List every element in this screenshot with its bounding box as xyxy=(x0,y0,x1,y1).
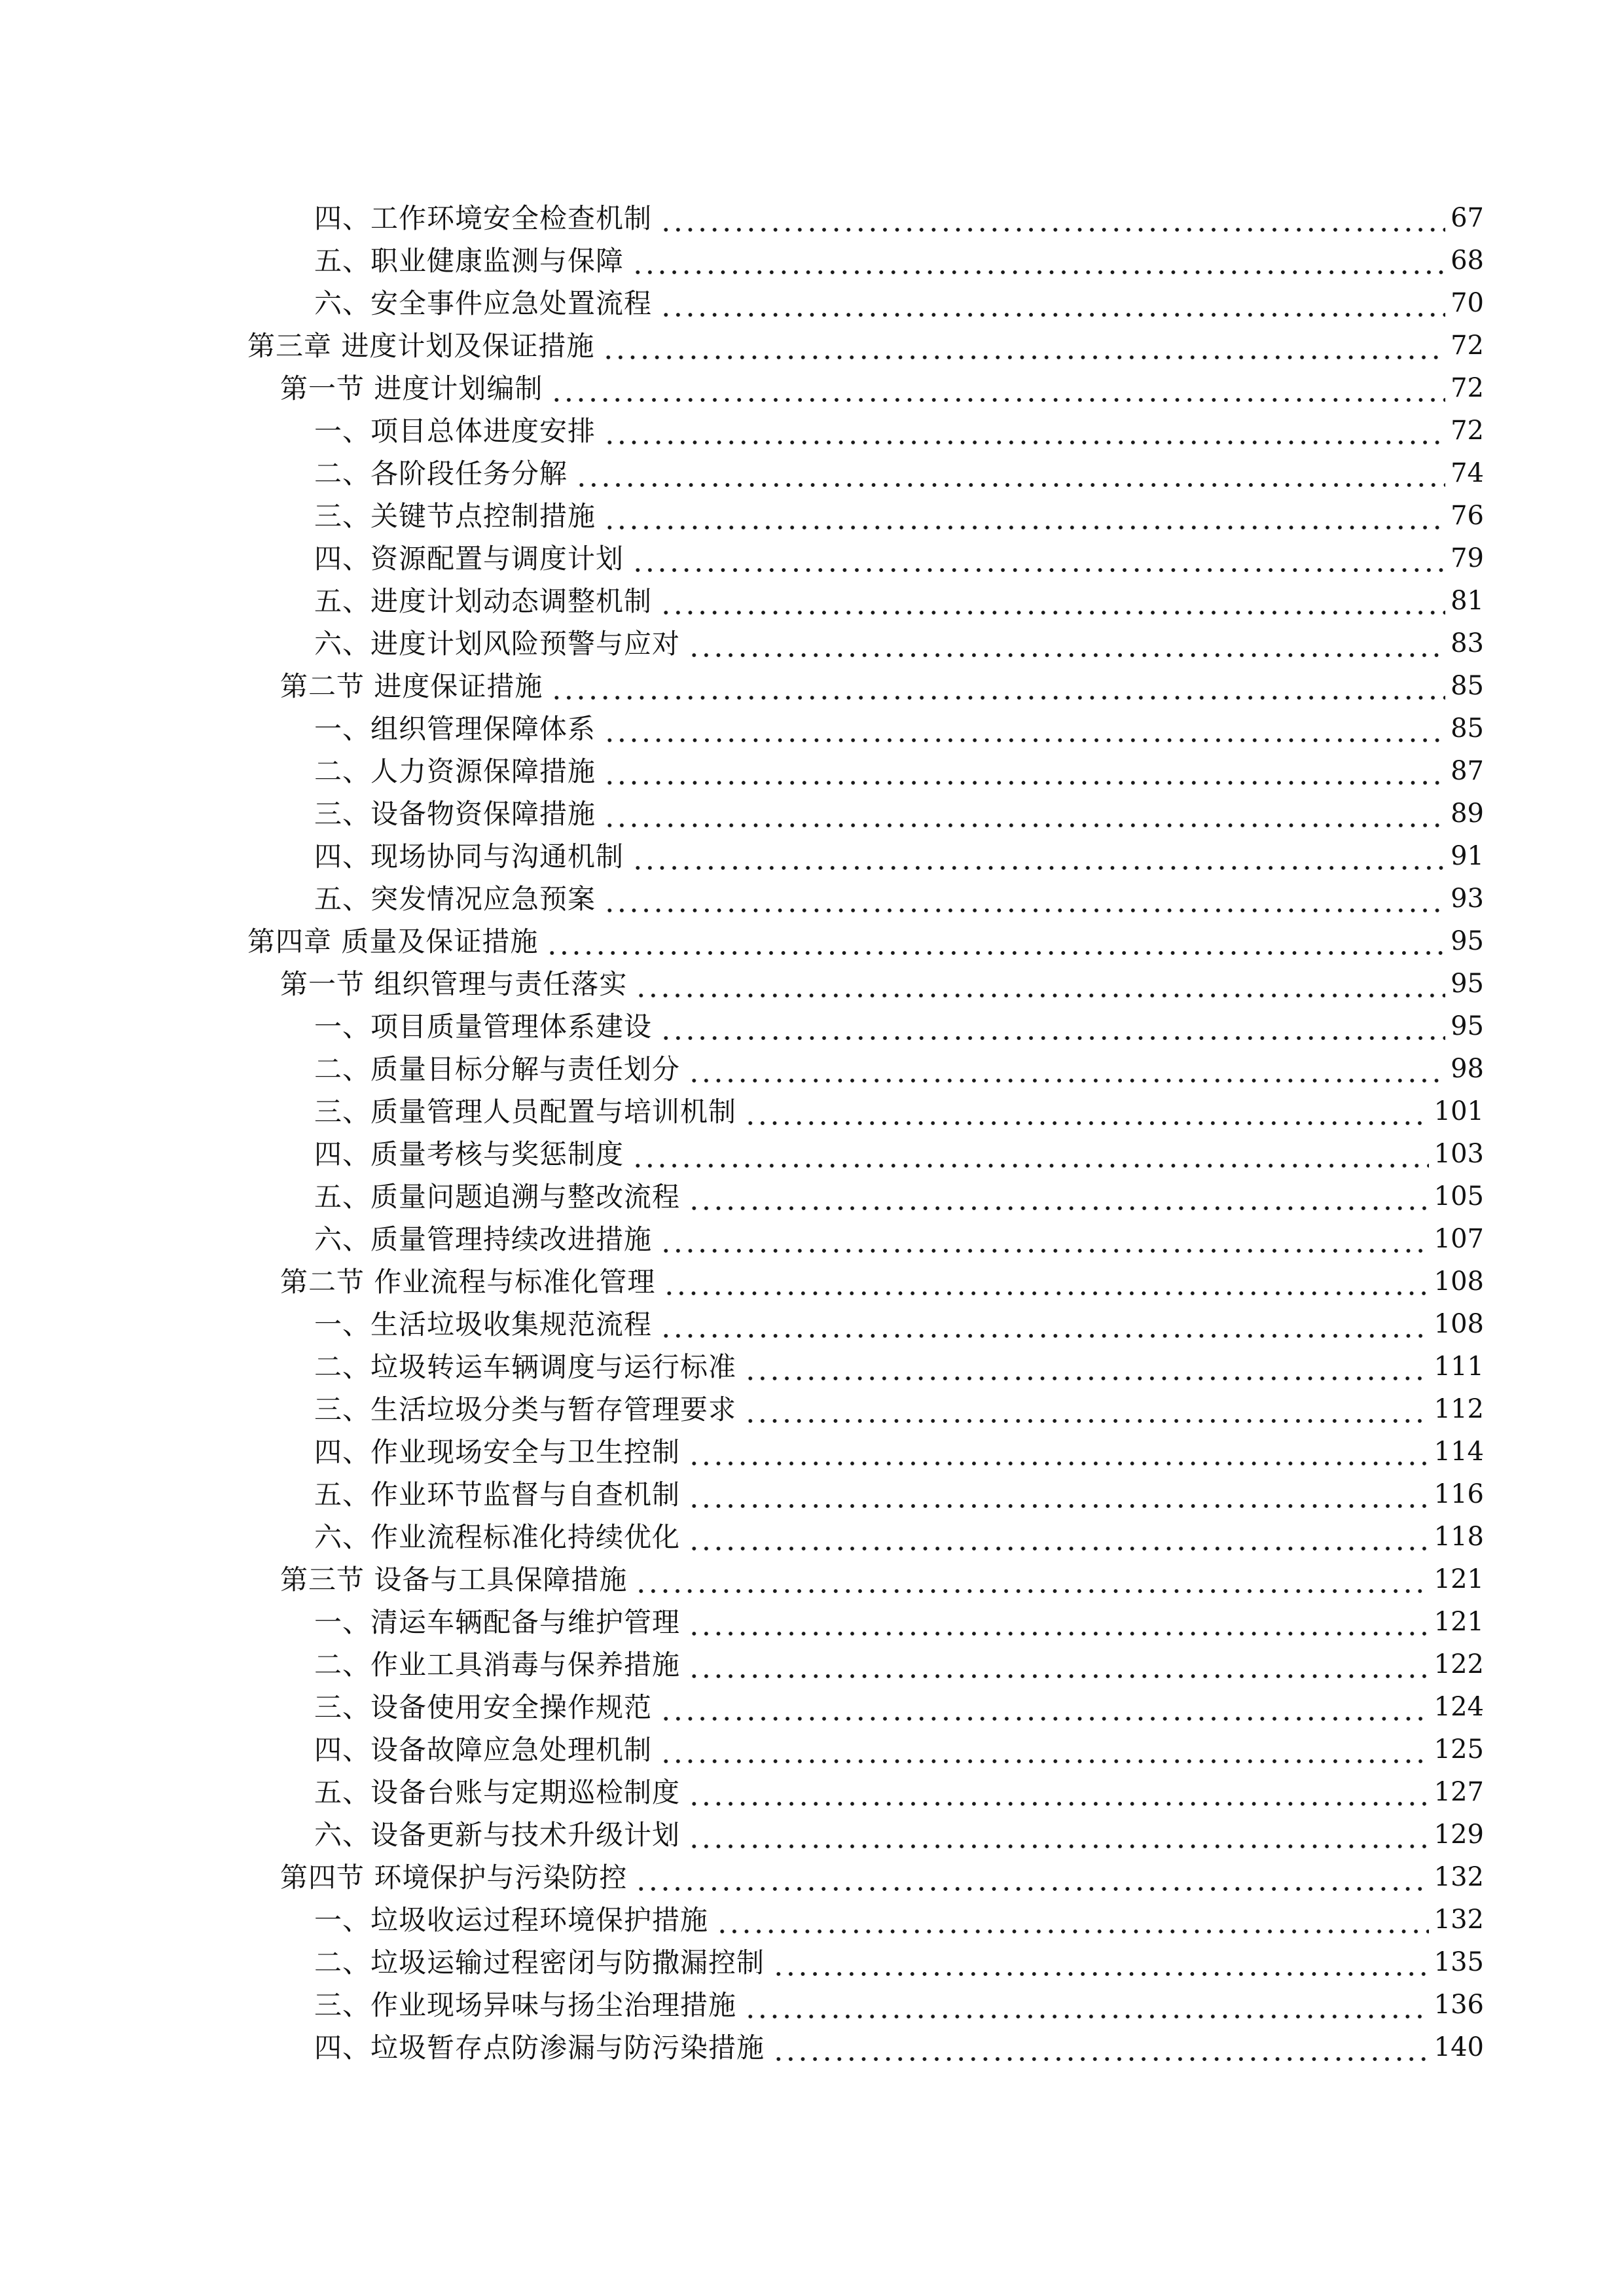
toc-entry-title: 第二节 作业流程与标准化管理 xyxy=(280,1266,656,1298)
toc-entry[interactable] xyxy=(0,1516,1624,1558)
toc-entry[interactable] xyxy=(0,1984,1624,2026)
toc-entry-title: 二、垃圾转运车辆调度与运行标准 xyxy=(314,1351,737,1383)
toc-page-number: 72 xyxy=(1451,331,1484,361)
toc-page-number: 85 xyxy=(1451,671,1484,701)
toc-entry[interactable] xyxy=(0,920,1624,963)
toc-dot-leader xyxy=(660,1729,1429,1771)
toc-entry-title: 一、生活垃圾收集规范流程 xyxy=(314,1308,653,1340)
toc-page-number: 74 xyxy=(1451,458,1484,488)
toc-dot-leader xyxy=(632,835,1445,878)
toc-entry-title: 三、设备使用安全操作规范 xyxy=(314,1691,653,1723)
toc-dot-leader xyxy=(663,1261,1428,1303)
toc-entry-title: 五、设备台账与定期巡检制度 xyxy=(314,1776,681,1808)
toc-page-number: 98 xyxy=(1451,1054,1484,1084)
toc-entry-title: 六、安全事件应急处置流程 xyxy=(314,287,653,319)
table-of-contents xyxy=(0,197,1624,2069)
toc-page-number: 105 xyxy=(1434,1181,1484,1211)
toc-entry-title: 一、垃圾收运过程环境保护措施 xyxy=(314,1904,709,1936)
toc-entry-title: 六、进度计划风险预警与应对 xyxy=(314,628,681,660)
toc-dot-leader xyxy=(688,1431,1429,1473)
toc-entry-title: 一、清运车辆配备与维护管理 xyxy=(314,1606,681,1638)
toc-entry[interactable] xyxy=(0,1431,1624,1473)
toc-dot-leader xyxy=(604,495,1445,537)
toc-dot-leader xyxy=(546,920,1445,963)
toc-entry[interactable] xyxy=(0,2026,1624,2069)
toc-dot-leader xyxy=(635,963,1445,1005)
toc-entry[interactable] xyxy=(0,1346,1624,1388)
toc-dot-leader xyxy=(632,537,1445,580)
toc-dot-leader xyxy=(575,452,1445,495)
toc-dot-leader xyxy=(635,1856,1428,1899)
toc-dot-leader xyxy=(635,1558,1428,1601)
toc-page-number: 136 xyxy=(1434,1990,1484,2020)
toc-page-number: 127 xyxy=(1434,1777,1484,1807)
toc-entry[interactable] xyxy=(0,622,1624,665)
toc-entry[interactable] xyxy=(0,793,1624,835)
toc-dot-leader xyxy=(688,1048,1445,1090)
toc-page-number: 132 xyxy=(1434,1905,1484,1935)
toc-entry-title: 第三章 进度计划及保证措施 xyxy=(247,330,595,362)
toc-page-number: 83 xyxy=(1451,628,1484,658)
toc-entry-title: 二、质量目标分解与责任划分 xyxy=(314,1053,681,1085)
toc-dot-leader xyxy=(604,878,1445,920)
toc-entry[interactable] xyxy=(0,1133,1624,1175)
toc-page-number: 89 xyxy=(1451,798,1484,829)
toc-page-number: 116 xyxy=(1434,1479,1484,1509)
toc-page-number: 103 xyxy=(1434,1139,1484,1169)
toc-dot-leader xyxy=(744,1346,1429,1388)
toc-entry[interactable] xyxy=(0,325,1624,367)
toc-page-number: 112 xyxy=(1434,1394,1484,1424)
toc-dot-leader xyxy=(604,708,1445,750)
toc-entry-title: 六、设备更新与技术升级计划 xyxy=(314,1819,681,1851)
toc-entry[interactable] xyxy=(0,240,1624,282)
toc-entry[interactable] xyxy=(0,580,1624,622)
toc-dot-leader xyxy=(660,1686,1429,1729)
toc-page-number: 87 xyxy=(1451,756,1484,786)
toc-page-number: 67 xyxy=(1451,203,1484,233)
toc-dot-leader xyxy=(688,622,1445,665)
toc-entry-title: 第二节 进度保证措施 xyxy=(280,670,543,702)
toc-entry-title: 二、人力资源保障措施 xyxy=(314,755,596,787)
toc-page-number: 79 xyxy=(1451,543,1484,573)
toc-page-number: 108 xyxy=(1434,1266,1484,1297)
toc-dot-leader xyxy=(604,793,1445,835)
toc-dot-leader xyxy=(716,1899,1429,1941)
toc-entry-title: 五、职业健康监测与保障 xyxy=(314,245,624,277)
toc-entry[interactable] xyxy=(0,1601,1624,1643)
toc-entry-title: 四、设备故障应急处理机制 xyxy=(314,1734,653,1766)
toc-dot-leader xyxy=(744,1090,1429,1133)
toc-page-number: 85 xyxy=(1451,713,1484,744)
toc-entry-title: 一、项目总体进度安排 xyxy=(314,415,596,447)
toc-page-number: 118 xyxy=(1434,1522,1484,1552)
toc-entry-title: 五、突发情况应急预案 xyxy=(314,883,596,915)
toc-page-number: 95 xyxy=(1451,926,1484,956)
toc-page-number: 107 xyxy=(1434,1224,1484,1254)
toc-dot-leader xyxy=(660,1218,1429,1261)
toc-entry-title: 四、垃圾暂存点防渗漏与防污染措施 xyxy=(314,2032,765,2064)
toc-dot-leader xyxy=(660,282,1445,325)
toc-page-number: 95 xyxy=(1451,969,1484,999)
toc-entry-title: 第四节 环境保护与污染防控 xyxy=(280,1861,628,1893)
toc-dot-leader xyxy=(604,410,1445,452)
toc-entry-title: 三、质量管理人员配置与培训机制 xyxy=(314,1096,737,1128)
toc-entry-title: 六、作业流程标准化持续优化 xyxy=(314,1521,681,1553)
toc-page-number: 121 xyxy=(1434,1564,1484,1594)
toc-entry[interactable] xyxy=(0,1558,1624,1601)
toc-entry[interactable] xyxy=(0,1303,1624,1346)
toc-entry[interactable] xyxy=(0,963,1624,1005)
toc-dot-leader xyxy=(660,1303,1429,1346)
toc-entry-title: 二、各阶段任务分解 xyxy=(314,457,568,490)
toc-dot-leader xyxy=(688,1516,1429,1558)
toc-entry-title: 第一节 进度计划编制 xyxy=(280,372,543,404)
toc-dot-leader xyxy=(602,325,1445,367)
toc-dot-leader xyxy=(688,1771,1429,1814)
toc-entry[interactable] xyxy=(0,282,1624,325)
toc-entry[interactable] xyxy=(0,1643,1624,1686)
toc-entry-title: 三、关键节点控制措施 xyxy=(314,500,596,532)
toc-dot-leader xyxy=(772,2026,1429,2069)
toc-dot-leader xyxy=(688,1473,1429,1516)
toc-entry-title: 三、设备物资保障措施 xyxy=(314,798,596,830)
toc-dot-leader xyxy=(660,1005,1445,1048)
toc-entry-title: 第四章 质量及保证措施 xyxy=(247,925,539,958)
toc-page-number: 132 xyxy=(1434,1862,1484,1892)
toc-entry[interactable] xyxy=(0,1388,1624,1431)
toc-dot-leader xyxy=(550,367,1445,410)
toc-entry-title: 三、作业现场异味与扬尘治理措施 xyxy=(314,1989,737,2021)
toc-page-number: 140 xyxy=(1434,2032,1484,2062)
toc-page-number: 93 xyxy=(1451,884,1484,914)
toc-entry-title: 五、质量问题追溯与整改流程 xyxy=(314,1181,681,1213)
toc-entry[interactable] xyxy=(0,1686,1624,1729)
toc-dot-leader xyxy=(772,1941,1429,1984)
toc-entry[interactable] xyxy=(0,367,1624,410)
toc-entry[interactable] xyxy=(0,1856,1624,1899)
toc-page-number: 101 xyxy=(1434,1096,1484,1126)
toc-entry-title: 四、现场协同与沟通机制 xyxy=(314,840,624,872)
toc-entry[interactable] xyxy=(0,1261,1624,1303)
toc-dot-leader xyxy=(660,580,1445,622)
toc-dot-leader xyxy=(688,1643,1429,1686)
toc-entry-title: 五、进度计划动态调整机制 xyxy=(314,585,653,617)
toc-page-number: 121 xyxy=(1434,1607,1484,1637)
toc-page-number: 72 xyxy=(1451,416,1484,446)
toc-page-number: 129 xyxy=(1434,1820,1484,1850)
toc-page-number: 68 xyxy=(1451,245,1484,276)
toc-entry[interactable] xyxy=(0,1048,1624,1090)
toc-dot-leader xyxy=(744,1388,1429,1431)
toc-page-number: 91 xyxy=(1451,841,1484,871)
toc-entry[interactable] xyxy=(0,835,1624,878)
toc-dot-leader xyxy=(660,197,1445,240)
toc-dot-leader xyxy=(688,1175,1429,1218)
toc-entry-title: 四、资源配置与调度计划 xyxy=(314,543,624,575)
toc-dot-leader xyxy=(632,1133,1429,1175)
toc-page-number: 72 xyxy=(1451,373,1484,403)
toc-page-number: 124 xyxy=(1434,1692,1484,1722)
toc-dot-leader xyxy=(688,1814,1429,1856)
toc-entry[interactable] xyxy=(0,197,1624,240)
toc-page-number: 81 xyxy=(1451,586,1484,616)
toc-page-number: 122 xyxy=(1434,1649,1484,1679)
toc-entry[interactable] xyxy=(0,708,1624,750)
toc-page-number: 108 xyxy=(1434,1309,1484,1339)
toc-entry-title: 二、作业工具消毒与保养措施 xyxy=(314,1649,681,1681)
toc-entry-title: 二、垃圾运输过程密闭与防撒漏控制 xyxy=(314,1946,765,1979)
toc-dot-leader xyxy=(744,1984,1429,2026)
toc-entry[interactable] xyxy=(0,665,1624,708)
toc-entry-title: 六、质量管理持续改进措施 xyxy=(314,1223,653,1255)
toc-entry[interactable] xyxy=(0,878,1624,920)
toc-page-number: 114 xyxy=(1434,1437,1484,1467)
toc-entry[interactable] xyxy=(0,495,1624,537)
toc-page-number: 95 xyxy=(1451,1011,1484,1041)
toc-entry[interactable] xyxy=(0,750,1624,793)
toc-dot-leader xyxy=(604,750,1445,793)
toc-page-number: 135 xyxy=(1434,1947,1484,1977)
toc-entry[interactable] xyxy=(0,1473,1624,1516)
toc-page-number: 76 xyxy=(1451,501,1484,531)
toc-page-number: 70 xyxy=(1451,288,1484,318)
toc-page-number: 111 xyxy=(1434,1352,1484,1382)
toc-entry-title: 三、生活垃圾分类与暂存管理要求 xyxy=(314,1393,737,1426)
toc-entry[interactable] xyxy=(0,1771,1624,1814)
toc-entry-title: 四、质量考核与奖惩制度 xyxy=(314,1138,624,1170)
toc-entry-title: 四、作业现场安全与卫生控制 xyxy=(314,1436,681,1468)
toc-entry[interactable] xyxy=(0,452,1624,495)
toc-entry[interactable] xyxy=(0,1899,1624,1941)
toc-entry[interactable] xyxy=(0,1814,1624,1856)
toc-entry[interactable] xyxy=(0,1175,1624,1218)
toc-dot-leader xyxy=(632,240,1445,282)
toc-entry[interactable] xyxy=(0,1005,1624,1048)
toc-entry[interactable] xyxy=(0,1941,1624,1984)
toc-entry-title: 一、组织管理保障体系 xyxy=(314,713,596,745)
toc-entry-title: 四、工作环境安全检查机制 xyxy=(314,202,653,234)
toc-entry[interactable] xyxy=(0,1218,1624,1261)
toc-dot-leader xyxy=(688,1601,1429,1643)
toc-page-number: 125 xyxy=(1434,1734,1484,1765)
toc-entry-title: 五、作业环节监督与自查机制 xyxy=(314,1479,681,1511)
toc-entry[interactable] xyxy=(0,410,1624,452)
toc-entry-title: 第三节 设备与工具保障措施 xyxy=(280,1564,628,1596)
toc-dot-leader xyxy=(550,665,1445,708)
toc-entry-title: 第一节 组织管理与责任落实 xyxy=(280,968,628,1000)
toc-entry[interactable] xyxy=(0,1729,1624,1771)
toc-entry[interactable] xyxy=(0,537,1624,580)
toc-entry-title: 一、项目质量管理体系建设 xyxy=(314,1011,653,1043)
toc-entry[interactable] xyxy=(0,1090,1624,1133)
